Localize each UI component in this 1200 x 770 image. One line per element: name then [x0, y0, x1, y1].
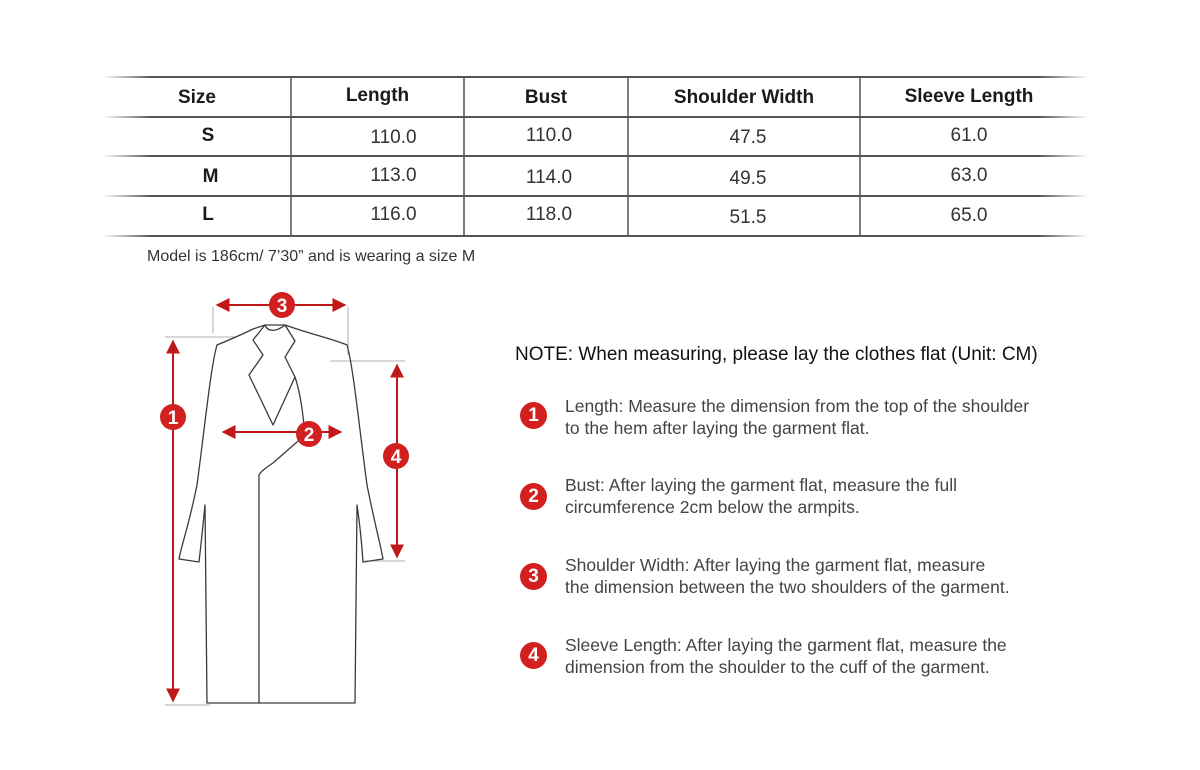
- header-size: Size: [177, 87, 217, 108]
- row-m-length: 113.0: [370, 165, 417, 186]
- svg-text:4: 4: [390, 447, 402, 468]
- measurement-text: [565, 395, 1029, 439]
- coat-outline: [179, 325, 383, 703]
- svg-text:3: 3: [276, 296, 288, 317]
- row-m-shoulder-width: 49.5: [729, 168, 767, 189]
- header-bust: Bust: [524, 87, 568, 108]
- diagram-marker-3: [269, 292, 295, 318]
- row-m-bust: 114.0: [525, 167, 573, 188]
- row-m-size: M: [202, 166, 219, 187]
- measurement-line: the dimension between the two shoulders of the garment.: [565, 577, 1010, 597]
- number-badge: 4: [520, 642, 547, 669]
- diagram-marker-1: [160, 404, 186, 430]
- header-length: Length: [345, 85, 410, 106]
- row-l-sleeve-length: 65.0: [950, 205, 988, 226]
- measurement-text: [565, 634, 1007, 678]
- row-s-bust: 110.0: [525, 125, 573, 146]
- measurement-line: Length: Measure the dimension from the top of the shoulder: [565, 396, 1030, 416]
- diagram-marker-4: [383, 443, 409, 469]
- measurement-line: Sleeve Length: After laying the garment flat, measure the: [565, 635, 1007, 655]
- number-badge: 1: [520, 402, 547, 429]
- row-s-sleeve-length: 61.0: [950, 125, 988, 146]
- row-l-shoulder-width: 51.5: [729, 207, 767, 228]
- measurement-line: circumference 2cm below the armpits.: [565, 497, 860, 517]
- row-s-shoulder-width: 47.5: [729, 127, 767, 148]
- svg-text:1: 1: [167, 408, 179, 429]
- measurement-text: [565, 474, 957, 518]
- model-note: Model is 186cm/ 7’30” and is wearing a size M: [147, 248, 476, 265]
- header-shoulder-width: Shoulder Width: [673, 87, 815, 108]
- coat-measurement-diagram: [155, 285, 420, 715]
- row-l-size: L: [202, 204, 214, 225]
- measurement-line: dimension from the shoulder to the cuff of the garment.: [565, 657, 990, 677]
- measurement-text: [565, 554, 1010, 598]
- note-title: NOTE: When measuring, please lay the clothes flat (Unit: CM): [515, 344, 1038, 365]
- header-sleeve-length: Sleeve Length: [904, 86, 1034, 107]
- diagram-marker-2: [296, 421, 322, 447]
- number-badge: 2: [520, 483, 547, 510]
- number-badge: 3: [520, 563, 547, 590]
- size-table: [103, 75, 1088, 240]
- measurement-line: Shoulder Width: After laying the garment flat, measure: [565, 555, 986, 575]
- row-l-length: 116.0: [370, 204, 417, 225]
- measurement-line: Bust: After laying the garment flat, measure the full: [565, 475, 958, 495]
- row-s-length: 110.0: [370, 127, 417, 148]
- measurement-line: to the hem after laying the garment flat.: [565, 418, 870, 438]
- coat-diagram-svg: [155, 285, 420, 715]
- row-s-size: S: [201, 125, 215, 146]
- row-m-sleeve-length: 63.0: [950, 165, 988, 186]
- row-l-bust: 118.0: [525, 204, 573, 225]
- svg-text:2: 2: [303, 425, 315, 446]
- guide-lines: [165, 307, 405, 705]
